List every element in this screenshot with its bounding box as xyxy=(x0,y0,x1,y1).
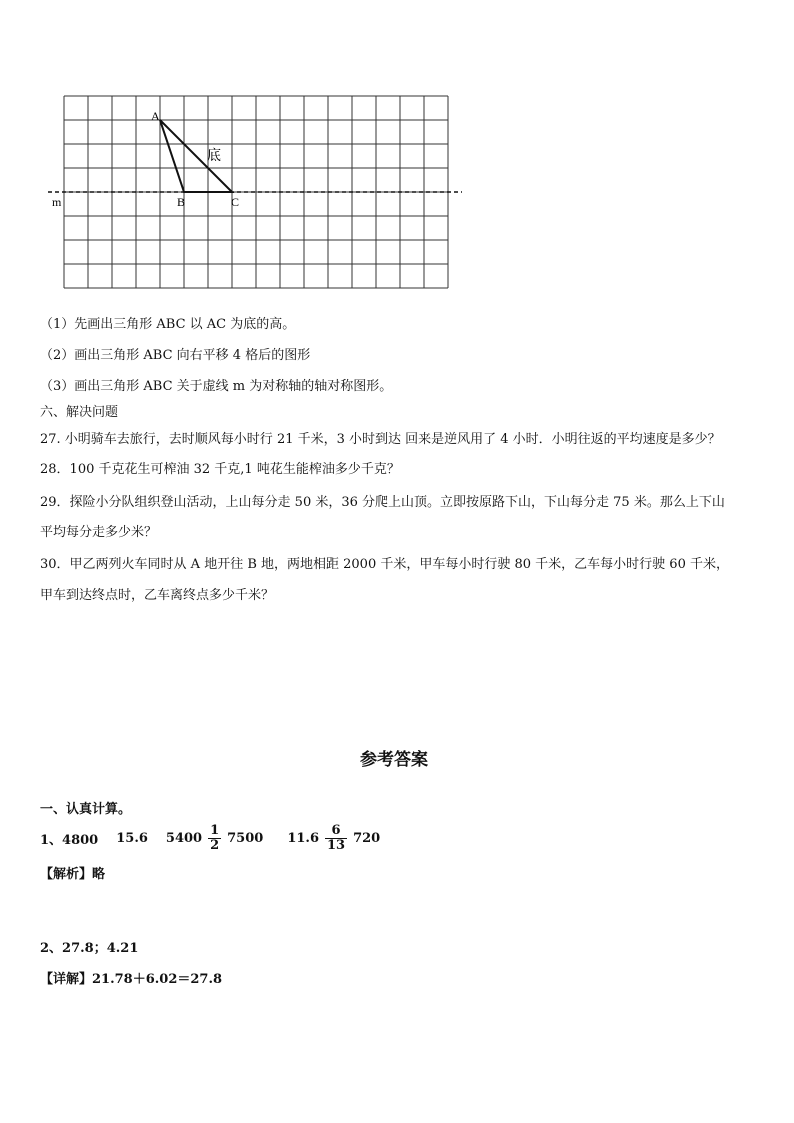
problem-29-line1: 29．探险小分队组织登山活动，上山每分走 50 米，36 分爬上山顶。立即按原路下山，下山每分走 75 米。那么上下山 xyxy=(40,495,725,510)
label-c: C xyxy=(231,195,240,209)
fraction-2-numerator: 6 xyxy=(325,824,347,839)
answer-1-v5: 7500 xyxy=(227,830,264,846)
fraction-1-numerator: 1 xyxy=(210,822,220,838)
triangle-abc xyxy=(160,120,232,192)
answer-2-line: 2、27.8；4.21 xyxy=(40,941,139,956)
answer-1-fraction-1 xyxy=(208,824,221,853)
label-m: m xyxy=(52,195,62,209)
fraction-2-denominator: 13 xyxy=(327,837,346,853)
answers-section1: 一、认真计算。 xyxy=(40,802,132,817)
answer-1-v6: 11.6 xyxy=(287,830,319,846)
label-base: 底 xyxy=(207,148,221,164)
answer-1-fraction-2 xyxy=(325,824,347,853)
grid-figure xyxy=(40,90,470,295)
section6-heading: 六、解决问题 xyxy=(40,405,119,420)
answer-2-detail: 【详解】21.78＋6.02＝27.8 xyxy=(40,972,223,987)
problem-30-line1: 30．甲乙两列火车同时从 A 地开往 B 地，两地相距 2000 千米，甲车每小时行驶 80 千米，乙车每小时行驶 60 千米， xyxy=(40,557,729,572)
answer-1-analysis: 【解析】略 xyxy=(40,867,106,882)
instruction-2: （2）画出三角形 ABC 向右平移 4 格后的图形 xyxy=(40,348,311,363)
answer-1-v3: 5400 xyxy=(165,830,203,846)
label-b: B xyxy=(177,195,186,209)
label-a: A xyxy=(151,109,160,123)
answer-1-line xyxy=(40,818,380,858)
answers-title: 参考答案 xyxy=(360,750,428,770)
fraction-1-denominator: 2 xyxy=(210,837,220,853)
instruction-3: （3）画出三角形 ABC 关于虚线 m 为对称轴的轴对称图形。 xyxy=(40,379,393,394)
instruction-1: （1）先画出三角形 ABC 以 AC 为底的高。 xyxy=(40,317,296,332)
answer-1-v8: 720 xyxy=(353,830,381,846)
problem-29-line2: 平均每分走多少米？ xyxy=(40,525,158,540)
answer-1-v2: 15.6 xyxy=(116,830,148,846)
problem-28: 28．100 千克花生可榨油 32 千克,1 吨花生能榨油多少千克？ xyxy=(40,462,400,477)
problem-30-line2: 甲车到达终点时，乙车离终点多少千米？ xyxy=(40,588,275,603)
problem-27: 27. 小明骑车去旅行，去时顺风每小时行 21 千米，3 小时到达 回来是逆风用了 4 小时．小明往返的平均速度是多少？ xyxy=(40,432,721,447)
answer-1-v1: 1、4800 xyxy=(40,832,99,848)
